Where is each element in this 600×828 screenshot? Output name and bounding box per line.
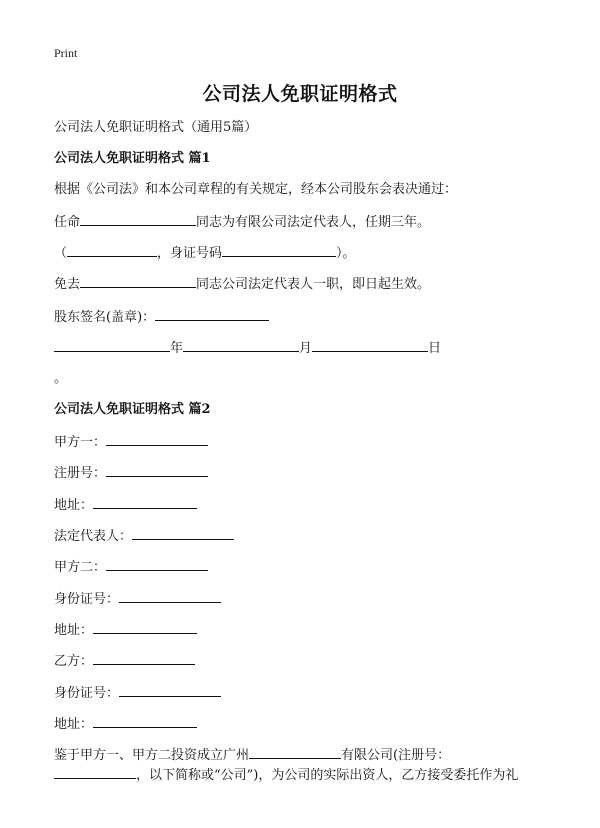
section1-paragraph: 根据《公司法》和本公司章程的有关规定，经本公司股东会表决通过： xyxy=(54,182,458,197)
recital-line-2 xyxy=(54,765,518,785)
address3-line xyxy=(54,714,197,734)
company-name-blank xyxy=(249,745,341,759)
id-no1-blank xyxy=(119,589,221,603)
legal-rep-blank xyxy=(132,526,234,540)
id-name-blank xyxy=(67,243,157,257)
signature-label: 股东签名(盖章)： xyxy=(54,310,156,325)
reg-no-line xyxy=(54,463,208,483)
subtitle: 公司法人免职证明格式（通用5篇） xyxy=(54,120,258,135)
address2-label: 地址： xyxy=(54,623,94,638)
day-blank xyxy=(312,338,428,352)
dismiss-suffix: 同志公司法定代表人一职，即日起生效。 xyxy=(196,277,431,292)
address1-blank xyxy=(93,495,197,509)
month-blank xyxy=(183,338,299,352)
id-open-paren: （ xyxy=(54,246,68,261)
recital-continuation: ，以下简称或“公司”)，为公司的实际出资人，乙方接受委托作为礼 xyxy=(136,768,519,783)
party-a2-label: 甲方二： xyxy=(54,560,107,575)
id-number-blank xyxy=(222,243,336,257)
id-line xyxy=(54,243,356,263)
reg-no-blank xyxy=(106,463,208,477)
print-link[interactable]: Print xyxy=(54,46,78,60)
address3-blank xyxy=(93,714,197,728)
id-no2-blank xyxy=(119,683,221,697)
date-line xyxy=(54,338,441,358)
appoint-line xyxy=(54,212,430,232)
legal-rep-label: 法定代表人： xyxy=(54,529,133,544)
id-no2-label: 身份证号： xyxy=(54,686,120,701)
signature-line xyxy=(54,307,269,327)
recital-prefix: 鉴于甲方一、甲方二投资成立广州 xyxy=(54,748,250,763)
party-b-label: 乙方： xyxy=(54,654,94,669)
id-no2-line xyxy=(54,683,221,703)
party-a1-line xyxy=(54,432,208,452)
month-label: 月 xyxy=(299,341,313,356)
party-a1-label: 甲方一： xyxy=(54,435,107,450)
id-close-paren: ）。 xyxy=(336,246,356,261)
party-a1-blank xyxy=(106,432,208,446)
day-label: 日 xyxy=(428,341,442,356)
address2-blank xyxy=(93,620,197,634)
legal-rep-line xyxy=(54,526,234,546)
appoint-suffix: 同志为有限公司法定代表人，任期三年。 xyxy=(196,215,431,230)
section1-heading: 公司法人免职证明格式 篇1 xyxy=(54,151,211,166)
appoint-prefix: 任命 xyxy=(54,215,81,230)
id-no1-label: 身份证号： xyxy=(54,592,120,607)
party-a2-line xyxy=(54,557,208,577)
year-label: 年 xyxy=(170,341,184,356)
recital-line-1 xyxy=(54,745,450,765)
registration-number-blank xyxy=(54,765,136,779)
signature-blank xyxy=(155,307,269,321)
page-title: 公司法人免职证明格式 xyxy=(202,83,398,105)
id-label: ，身证号码 xyxy=(157,246,223,261)
party-b-blank xyxy=(93,651,195,665)
address3-label: 地址： xyxy=(54,717,94,732)
party-b-line xyxy=(54,651,195,671)
reg-no-label: 注册号： xyxy=(54,466,107,481)
address1-line xyxy=(54,495,197,515)
appoint-name-blank xyxy=(80,212,196,226)
address1-label: 地址： xyxy=(54,498,94,513)
dismiss-prefix: 免去 xyxy=(54,277,81,292)
dismiss-name-blank xyxy=(80,274,196,288)
recital-suffix: 有限公司(注册号： xyxy=(341,748,451,763)
section2-heading: 公司法人免职证明格式 篇2 xyxy=(54,402,211,417)
id-no1-line xyxy=(54,589,221,609)
dismiss-line xyxy=(54,274,430,294)
address2-line xyxy=(54,620,197,640)
party-a2-blank xyxy=(106,557,208,571)
year-blank xyxy=(54,338,170,352)
section1-period: 。 xyxy=(54,371,68,386)
